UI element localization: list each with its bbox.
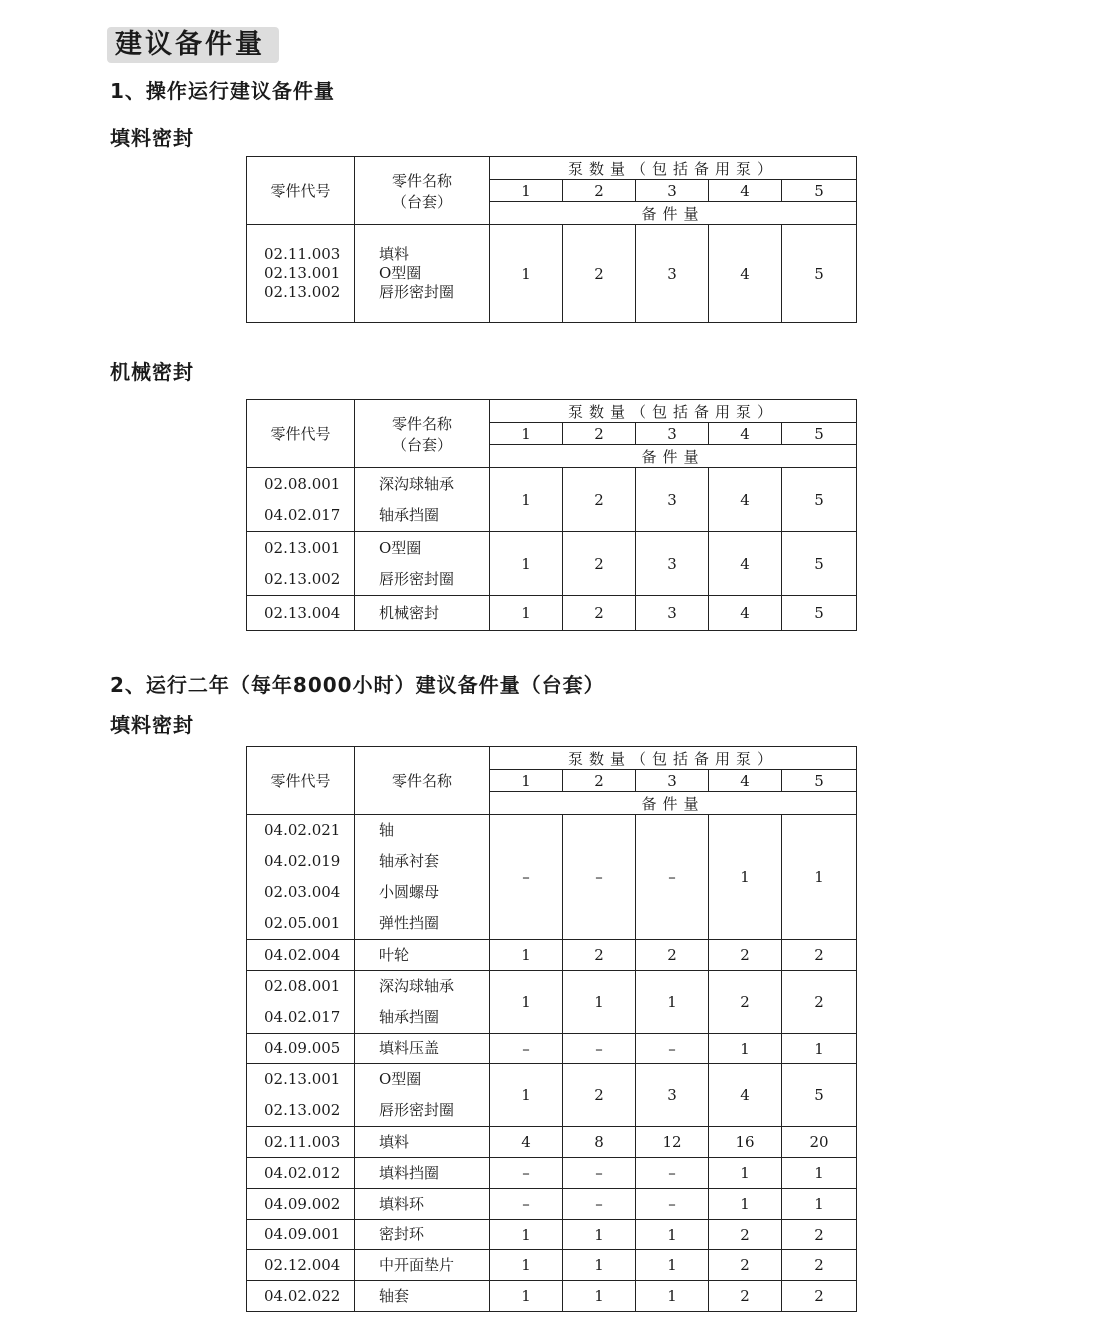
spare-qty-cell: 2: [709, 971, 782, 1034]
part-name: 弹性挡圈: [379, 914, 440, 932]
part-name: 叶轮: [379, 945, 410, 964]
spare-qty-cell: 1: [563, 1220, 636, 1250]
part-code: 02.11.003: [264, 245, 341, 263]
spare-qty-cell: –: [636, 1158, 709, 1189]
part-code-cell: [247, 1250, 355, 1281]
spare-qty-cell: 4: [709, 468, 782, 532]
spare-qty-cell: 1: [782, 815, 857, 940]
spare-qty-cell: –: [563, 815, 636, 940]
spare-qty-cell: 1: [782, 1158, 857, 1189]
spare-qty-cell: –: [636, 1189, 709, 1220]
spare-qty-cell: 5: [782, 1064, 857, 1127]
header-part-name: 零件名称: [355, 747, 490, 815]
part-code-cell: [247, 225, 355, 323]
part-name: 小圆螺母: [379, 883, 440, 901]
table-row: [247, 1189, 857, 1220]
part-code: 02.13.002: [264, 569, 341, 588]
table-row: [247, 1250, 857, 1281]
spare-qty-cell: 2: [563, 940, 636, 971]
pump-count-header: 1: [490, 423, 563, 445]
table-row: [247, 815, 857, 940]
spare-qty-cell: 1: [782, 1034, 857, 1064]
spare-qty-cell: 2: [782, 1220, 857, 1250]
part-code: 04.02.012: [264, 1163, 341, 1182]
spare-qty-cell: 2: [563, 225, 636, 323]
table-row: [247, 1281, 857, 1312]
pump-count-header: 3: [636, 770, 709, 792]
spare-qty-cell: 4: [709, 1064, 782, 1127]
part-code-cell: [247, 1158, 355, 1189]
part-name: 填料: [379, 1132, 410, 1151]
part-name: 机械密封: [379, 603, 440, 622]
spare-qty-cell: –: [563, 1158, 636, 1189]
part-code: 04.09.002: [264, 1194, 341, 1213]
spare-qty-cell: 1: [490, 1281, 563, 1312]
pump-count-header: 2: [563, 770, 636, 792]
spare-qty-cell: 4: [709, 596, 782, 631]
part-code: 02.13.004: [264, 603, 341, 622]
spare-qty-cell: 2: [709, 1250, 782, 1281]
spare-qty-cell: 2: [782, 940, 857, 971]
spare-qty-cell: 2: [563, 1064, 636, 1127]
part-code: 02.05.001: [264, 914, 341, 932]
spare-qty-cell: 5: [782, 225, 857, 323]
part-name: O型圈: [379, 538, 422, 557]
spare-qty-cell: 1: [636, 1220, 709, 1250]
part-name-cell: [355, 1281, 490, 1312]
part-code: 04.02.021: [264, 821, 341, 839]
spare-qty-cell: 2: [782, 971, 857, 1034]
header-part-name-line2: （台套）: [391, 435, 452, 454]
part-name-cell: [355, 971, 490, 1034]
part-code: 02.13.002: [264, 1101, 341, 1119]
spare-qty-cell: –: [636, 1034, 709, 1064]
spare-qty-cell: 5: [782, 596, 857, 631]
part-name-cell: [355, 596, 490, 631]
part-name-cell: [355, 1064, 490, 1127]
table-row: [247, 1127, 857, 1158]
header-part-code: 零件代号: [247, 400, 355, 468]
spare-qty-cell: 1: [709, 1034, 782, 1064]
part-code: 04.02.004: [264, 945, 341, 964]
mechanical-seal-label: 机械密封: [110, 360, 194, 384]
part-code-cell: [247, 971, 355, 1034]
part-code: 02.08.001: [264, 474, 341, 493]
part-name-cell: [355, 1189, 490, 1220]
pump-count-header: 5: [782, 180, 857, 202]
pump-count-header: 2: [563, 423, 636, 445]
spare-qty-cell: 16: [709, 1127, 782, 1158]
pump-count-header: 3: [636, 423, 709, 445]
header-part-code: 零件代号: [247, 747, 355, 815]
spare-qty-cell: 1: [563, 1250, 636, 1281]
spare-qty-cell: 2: [563, 468, 636, 532]
pump-count-header: 4: [709, 180, 782, 202]
spare-qty-cell: –: [490, 815, 563, 940]
spare-qty-cell: 4: [490, 1127, 563, 1158]
part-code-cell: [247, 1281, 355, 1312]
spare-qty-cell: 1: [490, 940, 563, 971]
spare-qty-cell: 2: [709, 1281, 782, 1312]
part-code: 04.09.001: [264, 1225, 341, 1243]
part-code: 04.02.019: [264, 852, 341, 870]
part-name: 中开面垫片: [379, 1255, 455, 1274]
spare-qty-cell: 1: [490, 1250, 563, 1281]
packing-seal-label-1: 填料密封: [110, 126, 194, 150]
header-part-code: 零件代号: [247, 157, 355, 225]
spare-qty-cell: 1: [490, 1064, 563, 1127]
pump-count-header: 5: [782, 770, 857, 792]
part-name-cell: [355, 1220, 490, 1250]
part-name: 深沟球轴承: [379, 977, 455, 995]
header-pump-qty: 泵数量（包括备用泵）: [490, 157, 857, 180]
spare-qty-cell: 3: [636, 468, 709, 532]
part-code-cell: [247, 1220, 355, 1250]
header-part-name: [355, 400, 490, 468]
table-row: [247, 596, 857, 631]
pump-count-header: 1: [490, 180, 563, 202]
spare-qty-cell: 2: [782, 1250, 857, 1281]
part-code: 04.02.022: [264, 1286, 341, 1305]
part-name: O型圈: [379, 1070, 422, 1088]
part-code: 04.09.005: [264, 1039, 341, 1057]
part-name-cell: [355, 940, 490, 971]
header-spare-qty: 备件量: [490, 445, 857, 468]
part-code: 02.13.001: [264, 264, 341, 282]
part-name: 轴承挡圈: [379, 505, 440, 524]
spare-qty-cell: 5: [782, 468, 857, 532]
part-code-cell: [247, 596, 355, 631]
table-row: [247, 1220, 857, 1250]
spare-qty-cell: 1: [563, 1281, 636, 1312]
spare-qty-cell: 4: [709, 225, 782, 323]
table-row: [247, 940, 857, 971]
part-name-cell: [355, 532, 490, 596]
table-row: [247, 1064, 857, 1127]
header-part-name-line1: 零件名称: [391, 414, 452, 433]
part-code: 04.02.017: [264, 1008, 341, 1026]
pump-count-header: 2: [563, 180, 636, 202]
pump-count-header: 4: [709, 770, 782, 792]
part-name: 填料环: [379, 1194, 425, 1213]
header-part-name: [355, 157, 490, 225]
page-title-box: [107, 27, 279, 63]
spare-qty-cell: –: [490, 1158, 563, 1189]
spare-qty-cell: –: [490, 1034, 563, 1064]
part-code-cell: [247, 468, 355, 532]
part-code-cell: [247, 815, 355, 940]
spare-qty-cell: 3: [636, 225, 709, 323]
pump-count-header: 4: [709, 423, 782, 445]
header-part-name-line1: 零件名称: [391, 171, 452, 190]
part-name: 填料: [379, 245, 410, 263]
part-code: 04.02.017: [264, 505, 341, 524]
spare-qty-cell: 1: [636, 971, 709, 1034]
pump-count-header: 5: [782, 423, 857, 445]
spare-qty-cell: –: [563, 1034, 636, 1064]
part-name-cell: [355, 1250, 490, 1281]
page-title: 建议备件量: [115, 29, 265, 60]
part-name: O型圈: [379, 264, 422, 282]
spare-qty-cell: 20: [782, 1127, 857, 1158]
spare-qty-cell: 1: [490, 225, 563, 323]
spare-qty-cell: 12: [636, 1127, 709, 1158]
part-name: 轴承衬套: [379, 852, 440, 870]
spare-qty-cell: 1: [709, 815, 782, 940]
spare-parts-table-packing-1: [246, 156, 857, 323]
pump-count-header: 1: [490, 770, 563, 792]
part-code-cell: [247, 1034, 355, 1064]
spare-qty-cell: 1: [709, 1189, 782, 1220]
spare-qty-cell: 2: [563, 532, 636, 596]
spare-qty-cell: 2: [709, 1220, 782, 1250]
section2-heading: 2、运行二年（每年8000小时）建议备件量（台套）: [110, 673, 605, 697]
spare-qty-cell: 1: [490, 1220, 563, 1250]
part-code-cell: [247, 940, 355, 971]
part-code: 02.13.001: [264, 538, 341, 557]
spare-qty-cell: 1: [709, 1158, 782, 1189]
spare-qty-cell: 1: [636, 1281, 709, 1312]
spare-qty-cell: –: [563, 1189, 636, 1220]
spare-qty-cell: 5: [782, 532, 857, 596]
spare-qty-cell: 3: [636, 596, 709, 631]
part-code-cell: [247, 1189, 355, 1220]
spare-qty-cell: 1: [490, 468, 563, 532]
part-name: 深沟球轴承: [379, 474, 455, 493]
table-row: [247, 1158, 857, 1189]
spare-qty-cell: 1: [782, 1189, 857, 1220]
part-code: 02.03.004: [264, 883, 341, 901]
spare-qty-cell: 1: [563, 971, 636, 1034]
spare-qty-cell: 1: [490, 971, 563, 1034]
spare-qty-cell: 3: [636, 1064, 709, 1127]
packing-seal-label-2: 填料密封: [110, 713, 194, 737]
spare-qty-cell: –: [490, 1189, 563, 1220]
table-row: [247, 225, 857, 323]
part-name: 唇形密封圈: [379, 1101, 455, 1119]
part-code: 02.12.004: [264, 1255, 341, 1274]
part-name: 唇形密封圈: [379, 283, 455, 301]
part-name: 轴承挡圈: [379, 1008, 440, 1026]
part-name-cell: [355, 1158, 490, 1189]
part-name: 填料挡圈: [379, 1163, 440, 1182]
spare-qty-cell: 2: [782, 1281, 857, 1312]
spare-qty-cell: 1: [490, 532, 563, 596]
spare-parts-table-two-year: [246, 746, 857, 1312]
header-part-name-line2: （台套）: [391, 192, 452, 211]
pump-count-header: 3: [636, 180, 709, 202]
part-name: 轴套: [379, 1286, 410, 1305]
header-spare-qty: 备件量: [490, 202, 857, 225]
table-row: [247, 468, 857, 532]
part-code: 02.13.002: [264, 283, 341, 301]
spare-qty-cell: –: [636, 815, 709, 940]
spare-qty-cell: 2: [563, 596, 636, 631]
part-name-cell: [355, 815, 490, 940]
part-name-cell: [355, 1034, 490, 1064]
part-name-cell: [355, 1127, 490, 1158]
part-code: 02.11.003: [264, 1132, 341, 1151]
spare-qty-cell: 1: [490, 596, 563, 631]
spare-qty-cell: 3: [636, 532, 709, 596]
part-name: 唇形密封圈: [379, 569, 455, 588]
part-code: 02.13.001: [264, 1070, 341, 1088]
spare-qty-cell: 2: [636, 940, 709, 971]
spare-parts-table-mechanical: [246, 399, 857, 631]
table-row: [247, 971, 857, 1034]
header-pump-qty: 泵数量（包括备用泵）: [490, 400, 857, 423]
header-spare-qty: 备件量: [490, 792, 857, 815]
spare-qty-cell: 2: [709, 940, 782, 971]
table-row: [247, 1034, 857, 1064]
section1-heading: 1、操作运行建议备件量: [110, 79, 335, 103]
part-name: 密封环: [379, 1225, 425, 1243]
spare-qty-cell: 8: [563, 1127, 636, 1158]
part-code-cell: [247, 1127, 355, 1158]
part-code-cell: [247, 1064, 355, 1127]
header-pump-qty: 泵数量（包括备用泵）: [490, 747, 857, 770]
part-name: 轴: [379, 821, 395, 839]
part-name-cell: [355, 225, 490, 323]
spare-qty-cell: 4: [709, 532, 782, 596]
part-code: 02.08.001: [264, 977, 341, 995]
part-name: 填料压盖: [379, 1039, 440, 1057]
table-row: [247, 532, 857, 596]
part-code-cell: [247, 532, 355, 596]
spare-qty-cell: 1: [636, 1250, 709, 1281]
part-name-cell: [355, 468, 490, 532]
